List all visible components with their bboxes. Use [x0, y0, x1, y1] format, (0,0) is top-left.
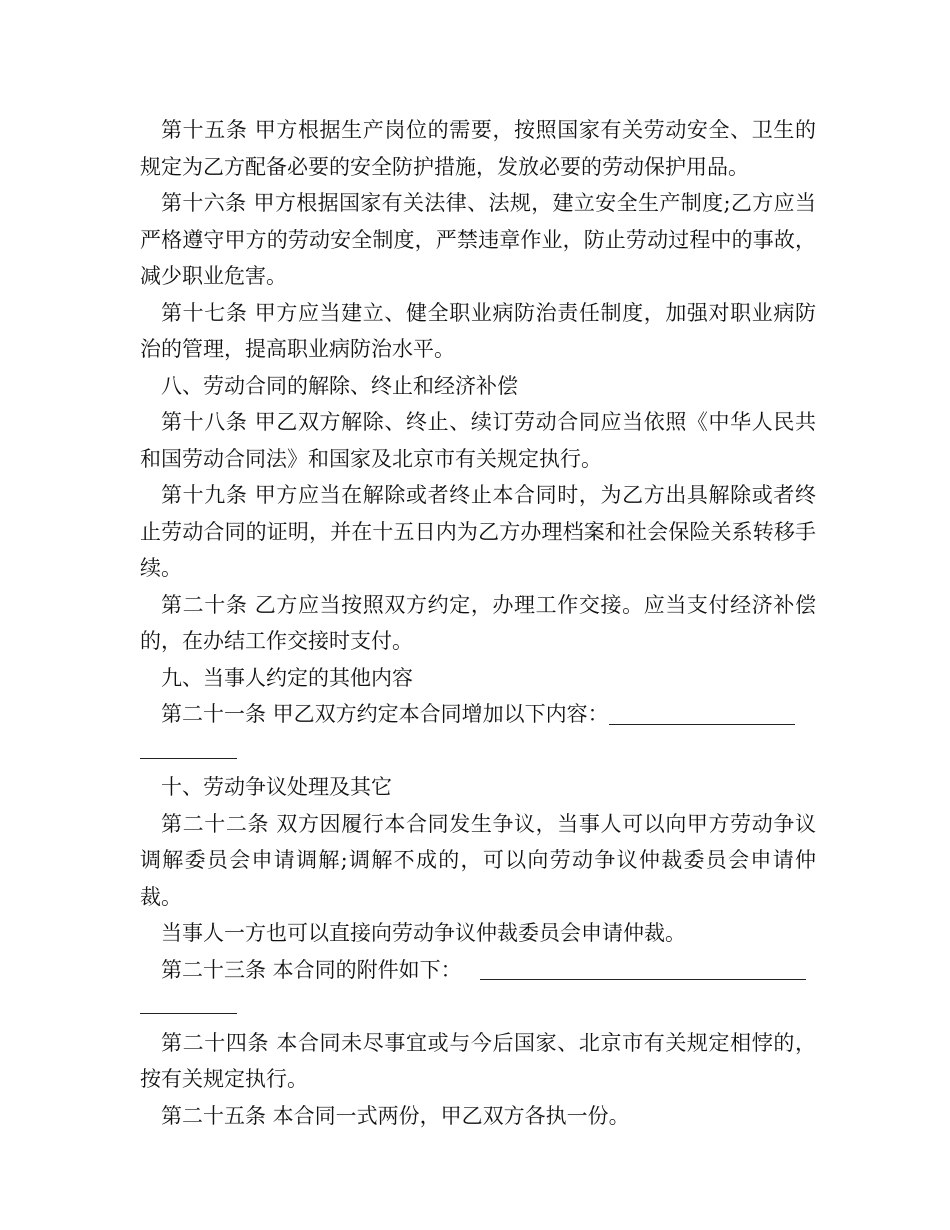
- clause-16: 第十六条 甲方根据国家有关法律、法规，建立安全生产制度;乙方应当严格遵守甲方的劳动安全制度，严禁违章作业，防止劳动过程中的事故，减少职业危害。: [140, 191, 816, 288]
- clause-24: 第二十四条 本合同未尽事宜或与今后国家、北京市有关规定相悖的，按有关规定执行。: [140, 1030, 816, 1091]
- clause-21-text: 第二十一条 甲乙双方约定本合同增加以下内容：: [161, 702, 609, 726]
- clause-19: 第十九条 甲方应当在解除或者终止本合同时，为乙方出具解除或者终止劳动合同的证明，并在十五日内为乙方办理档案和社会保险关系转移手续。: [140, 483, 816, 580]
- clause-23-blank-line: [480, 978, 806, 980]
- section-heading-9: 九、当事人约定的其他内容: [161, 665, 413, 690]
- clause-25: 第二十五条 本合同一式两份，甲乙双方各执一份。: [161, 1103, 630, 1128]
- clause-20: 第二十条 乙方应当按照双方约定，办理工作交接。应当支付经济补偿的，在办结工作交接时支付。: [140, 592, 816, 653]
- section-heading-8: 八、劳动合同的解除、终止和经济补偿: [161, 373, 518, 398]
- clause-23: [140, 952, 816, 989]
- section-heading-10: 十、劳动争议处理及其它: [161, 775, 392, 799]
- clause-22: 第二十二条 双方因履行本合同发生争议，当事人可以向甲方劳动争议调解委员会申请调解;调解不成的，可以向劳动争议仲裁委员会申请仲裁。: [140, 811, 816, 909]
- clause-23-text: 第二十三条 本合同的附件如下：: [161, 957, 462, 982]
- clause-21-blank-line: [609, 723, 795, 725]
- contract-page: [140, 112, 816, 1134]
- clause-21-blank-continuation: [140, 733, 816, 770]
- clause-15: 第十五条 甲方根据生产岗位的需要，按照国家有关劳动安全、卫生的规定为乙方配备必要的安全防护措施，发放必要的劳动保护用品。: [140, 118, 816, 179]
- clause-21: [140, 696, 816, 733]
- clause-17: 第十七条 甲方应当建立、健全职业病防治责任制度，加强对职业病防治的管理，提高职业病防治水平。: [140, 300, 816, 361]
- clause-23-blank-continuation: [140, 988, 816, 1025]
- arbitration-note: 当事人一方也可以直接向劳动争议仲裁委员会申请仲裁。: [161, 921, 686, 945]
- clause-18: 第十八条 甲乙双方解除、终止、续订劳动合同应当依照《中华人民共和国劳动合同法》和国家及北京市有关规定执行。: [140, 410, 816, 471]
